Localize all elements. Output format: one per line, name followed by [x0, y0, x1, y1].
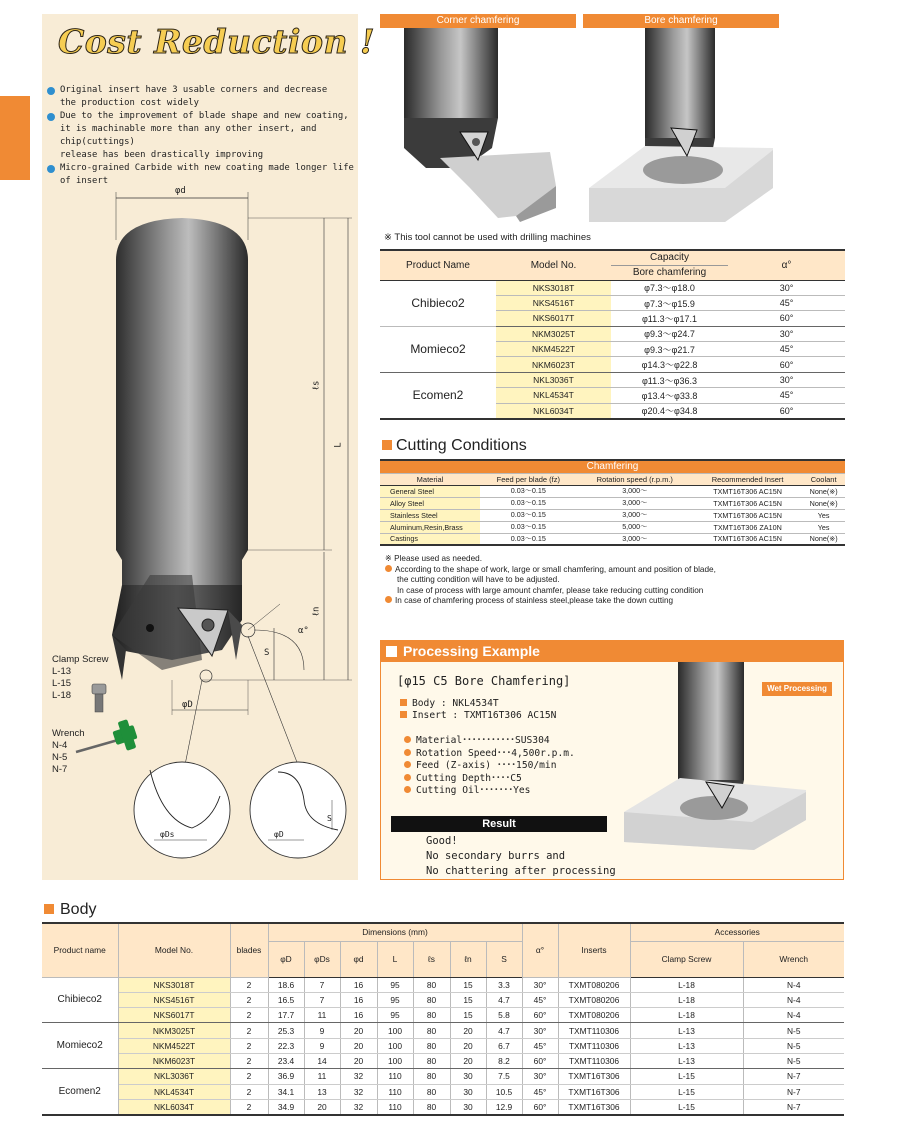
Ds-cell: 9	[304, 1023, 340, 1038]
processing-body: Body : NKL4534T	[412, 698, 499, 709]
blades-cell: 2	[230, 1053, 268, 1068]
D-cell: 25.3	[268, 1023, 304, 1038]
bullet-1: Original insert have 3 usable corners and decrease	[46, 84, 358, 97]
insert-cell: TXMT110306	[558, 1038, 630, 1053]
model-cell: NKL4534T	[118, 1084, 230, 1099]
feed-cell: 0.03～0.15	[480, 521, 577, 533]
col-D: φD	[268, 941, 304, 977]
coolant-cell: None(※)	[802, 485, 845, 497]
spec-rotation: Rotation Speed･･･4,500r.p.m.	[416, 747, 575, 759]
insert-cell: TXMT16T306 ZA10N	[693, 521, 802, 533]
Ds-cell: 9	[304, 1038, 340, 1053]
blades-cell: 2	[230, 1069, 268, 1084]
bore-chamfering-label: Bore chamfering	[583, 14, 779, 28]
chamfering-band: Chamfering	[380, 460, 845, 473]
wrench-item: N-4	[52, 740, 68, 751]
clamp-screw-cell: L-15	[630, 1099, 743, 1114]
tool-shank	[116, 218, 248, 585]
S-cell: 10.5	[486, 1084, 522, 1099]
ls-cell: 80	[413, 1084, 450, 1099]
processing-body-insert	[400, 698, 556, 723]
S-cell: 4.7	[486, 1023, 522, 1038]
wrench-cell: N-4	[743, 992, 844, 1007]
header-bore-chamfering: Bore chamfering	[611, 265, 728, 280]
clamp-screw-cell: L-13	[630, 1038, 743, 1053]
cutting-conditions-table	[380, 459, 845, 546]
spec-oil: Cutting Oil･･･････Yes	[416, 785, 531, 797]
insert-cell: TXMT080206	[558, 992, 630, 1007]
insert-cell: TXMT110306	[558, 1053, 630, 1068]
ls-cell: 80	[413, 1038, 450, 1053]
ln-cell: 20	[450, 1023, 486, 1038]
ln-cell: 20	[450, 1038, 486, 1053]
material-cell: Alloy Steel	[380, 497, 480, 509]
bore-chamfering-photo	[583, 28, 779, 222]
body-table-row	[42, 1084, 844, 1099]
alpha-cell: 60°	[728, 311, 845, 326]
clamp-screw-cell: L-18	[630, 992, 743, 1007]
wrench-cell: N-5	[743, 1038, 844, 1053]
d-cell: 16	[340, 1008, 377, 1023]
processing-photo	[622, 662, 808, 850]
S-cell: 6.7	[486, 1038, 522, 1053]
insert-cell: TXMT16T306 AC15N	[693, 509, 802, 521]
insert-cell: TXMT16T306 AC15N	[693, 497, 802, 509]
clamp-screw-title: Clamp Screw	[52, 654, 109, 665]
capacity-cell: φ7.3～φ18.0	[611, 280, 728, 295]
label-S: S	[264, 648, 270, 658]
capacity-cell: φ20.4～φ34.8	[611, 403, 728, 418]
product-group-name: Ecomen2	[42, 1069, 118, 1115]
alpha-cell: 45°	[728, 295, 845, 310]
footnote-3: In case of chamfering process of stainless steel,please take the down cutting	[385, 596, 855, 607]
label-L: L	[333, 442, 344, 448]
col-inserts: Inserts	[558, 923, 630, 977]
clamp-screw-item: L-15	[52, 678, 72, 689]
L-cell: 100	[377, 1053, 413, 1068]
ls-cell: 80	[413, 1053, 450, 1068]
L-cell: 95	[377, 977, 413, 992]
S-cell: 3.3	[486, 977, 522, 992]
rotation-cell: 3,000～	[577, 509, 693, 521]
model-cell: NKS6017T	[496, 311, 611, 326]
insert-cell: TXMT080206	[558, 1008, 630, 1023]
label-phi-D: φD	[182, 700, 193, 710]
header-product-name: Product Name	[380, 250, 496, 280]
ln-cell: 15	[450, 992, 486, 1007]
result-line: No secondary burrs and	[426, 849, 566, 862]
body-table-row	[42, 1099, 844, 1114]
intro-bullets	[46, 84, 358, 188]
detail-circle-d	[250, 762, 346, 858]
ls-cell: 80	[413, 992, 450, 1007]
L-cell: 95	[377, 992, 413, 1007]
label-ln: ℓn	[311, 606, 322, 617]
group-name: Momieco2	[380, 326, 496, 372]
clamp-screw-cell: L-18	[630, 977, 743, 992]
L-cell: 110	[377, 1099, 413, 1114]
D-cell: 36.9	[268, 1069, 304, 1084]
bullet-3: Micro-grained Carbide with new coating made longer life of insert	[46, 162, 358, 188]
clamp-screw-list	[52, 654, 109, 702]
rotation-cell: 3,000～	[577, 485, 693, 497]
model-cell: NKL3036T	[118, 1069, 230, 1084]
L-cell: 100	[377, 1023, 413, 1038]
capacity-cell: φ13.4～φ33.8	[611, 388, 728, 403]
coolant-cell: None(※)	[802, 497, 845, 509]
Ds-cell: 13	[304, 1084, 340, 1099]
material-cell: Stainless Steel	[380, 509, 480, 521]
ln-cell: 30	[450, 1099, 486, 1114]
clamp-screw-item: L-13	[52, 666, 72, 677]
col-rotation: Rotation speed (r.p.m.)	[577, 473, 693, 485]
alpha-cell: 60°	[728, 357, 845, 372]
D-cell: 17.7	[268, 1008, 304, 1023]
alpha-cell: 30°	[522, 1023, 558, 1038]
product-group-name: Chibieco2	[42, 977, 118, 1023]
ln-cell: 15	[450, 977, 486, 992]
model-cell: NKM4522T	[118, 1038, 230, 1053]
cutting-conditions-heading	[382, 437, 527, 455]
col-L: L	[377, 941, 413, 977]
label-ls: ℓs	[311, 380, 322, 391]
d-cell: 16	[340, 992, 377, 1007]
processing-insert: Insert : TXMT16T306 AC15N	[412, 710, 557, 722]
insert-cell: TXMT16T306	[558, 1084, 630, 1099]
wrench-item: N-7	[52, 764, 68, 775]
spec-depth: Cutting Depth････C5	[416, 772, 522, 784]
S-cell: 5.8	[486, 1008, 522, 1023]
group-name: Chibieco2	[380, 280, 496, 326]
d-cell: 20	[340, 1023, 377, 1038]
ls-cell: 80	[413, 1099, 450, 1114]
body-table-row	[42, 1053, 844, 1068]
label-phi-D-detail: φD	[274, 830, 284, 839]
spec-material: Material･･･････････SUS304	[416, 735, 550, 746]
ln-cell: 15	[450, 1008, 486, 1023]
label-S-detail: S	[327, 814, 332, 823]
D-cell: 22.3	[268, 1038, 304, 1053]
col-Ds: φDs	[304, 941, 340, 977]
capacity-cell: φ11.3～φ17.1	[611, 311, 728, 326]
Ds-cell: 20	[304, 1099, 340, 1114]
detail-circle-ds	[134, 762, 230, 858]
rotation-cell: 3,000～	[577, 497, 693, 509]
model-cell: NKL3036T	[496, 372, 611, 387]
alpha-cell: 45°	[522, 1084, 558, 1099]
ln-cell: 30	[450, 1084, 486, 1099]
S-cell: 7.5	[486, 1069, 522, 1084]
model-cell: NKL6034T	[496, 403, 611, 418]
material-cell: General Steel	[380, 485, 480, 497]
model-cell: NKS3018T	[118, 977, 230, 992]
body-title: Body	[60, 901, 97, 918]
wrench-cell: N-4	[743, 1008, 844, 1023]
product-group-name: Momieco2	[42, 1023, 118, 1069]
feed-cell: 0.03～0.15	[480, 533, 577, 545]
header-model-no: Model No.	[496, 250, 611, 280]
col-product-name: Product name	[42, 923, 118, 977]
d-cell: 20	[340, 1038, 377, 1053]
body-table-row	[42, 977, 844, 992]
alpha-cell: 45°	[522, 1038, 558, 1053]
capacity-cell: φ11.3～φ36.3	[611, 372, 728, 387]
col-clamp-screw: Clamp Screw	[630, 941, 743, 977]
result-text	[426, 834, 616, 878]
col-coolant: Coolant	[802, 473, 845, 485]
Ds-cell: 11	[304, 1069, 340, 1084]
side-tab	[0, 96, 30, 180]
bullet-2: Due to the improvement of blade shape and new coating,	[46, 110, 358, 123]
corner-chamfering-label: Corner chamfering	[380, 14, 576, 28]
alpha-cell: 60°	[522, 1053, 558, 1068]
col-ln: ℓn	[450, 941, 486, 977]
alpha-cell: 30°	[522, 1069, 558, 1084]
footnote-1: ※ Please used as needed.	[385, 554, 482, 563]
col-dimensions: Dimensions (mm)	[268, 923, 522, 941]
col-S: S	[486, 941, 522, 977]
footnote-2b: the cutting condition will have to be adjusted.	[397, 575, 560, 584]
wrench-cell: N-7	[743, 1099, 844, 1114]
Ds-cell: 11	[304, 1008, 340, 1023]
model-cell: NKM3025T	[118, 1023, 230, 1038]
ls-cell: 80	[413, 1069, 450, 1084]
insert-cell: TXMT110306	[558, 1023, 630, 1038]
clamp-screw-cell: L-18	[630, 1008, 743, 1023]
body-table	[42, 922, 844, 1116]
capacity-table	[380, 249, 845, 420]
wrench-title: Wrench	[52, 728, 85, 739]
alpha-cell: 45°	[728, 342, 845, 357]
wet-processing-badge: Wet Processing	[762, 682, 832, 696]
footnote-2: According to the shape of work, large or small chamfering, amount and position of blade,	[385, 565, 855, 576]
ls-cell: 80	[413, 1008, 450, 1023]
body-table-rows	[42, 977, 844, 1115]
col-alpha: α°	[522, 923, 558, 977]
ln-cell: 30	[450, 1069, 486, 1084]
D-cell: 34.1	[268, 1084, 304, 1099]
rotation-cell: 3,000～	[577, 533, 693, 545]
material-cell: Aluminum,Resin,Brass	[380, 521, 480, 533]
result-line: No chattering after processing	[426, 864, 616, 877]
blades-cell: 2	[230, 992, 268, 1007]
wrench-cell: N-5	[743, 1023, 844, 1038]
d-cell: 32	[340, 1069, 377, 1084]
ls-cell: 80	[413, 1023, 450, 1038]
col-model-no: Model No.	[118, 923, 230, 977]
coolant-cell: Yes	[802, 509, 845, 521]
clamp-screw-item: L-18	[52, 690, 72, 701]
processing-subtitle: [φ15 C5 Bore Chamfering]	[397, 674, 571, 688]
blades-cell: 2	[230, 977, 268, 992]
insert-cell: TXMT16T306 AC15N	[693, 485, 802, 497]
body-table-row	[42, 992, 844, 1007]
label-phi-d: φd	[175, 186, 186, 196]
model-cell: NKL6034T	[118, 1099, 230, 1114]
drill-note: ※ This tool cannot be used with drilling machines	[384, 232, 591, 243]
L-cell: 110	[377, 1069, 413, 1084]
model-cell: NKS4516T	[118, 992, 230, 1007]
model-cell: NKM3025T	[496, 326, 611, 341]
capacity-cell: φ9.3～φ21.7	[611, 342, 728, 357]
col-insert: Recommended Insert	[693, 473, 802, 485]
d-cell: 20	[340, 1053, 377, 1068]
footnote-2c: In case of process with large amount chamfer, please take reducing cutting condition	[397, 585, 704, 595]
coolant-cell: Yes	[802, 521, 845, 533]
group-name: Ecomen2	[380, 372, 496, 418]
material-cell: Castings	[380, 533, 480, 545]
alpha-cell: 30°	[728, 372, 845, 387]
blades-cell: 2	[230, 1008, 268, 1023]
wrench-item: N-5	[52, 752, 68, 763]
capacity-cell: φ9.3～φ24.7	[611, 326, 728, 341]
wrench-cell: N-7	[743, 1084, 844, 1099]
blades-cell: 2	[230, 1023, 268, 1038]
Ds-cell: 7	[304, 992, 340, 1007]
col-accessories: Accessories	[630, 923, 844, 941]
alpha-cell: 30°	[522, 977, 558, 992]
tool-drawing	[42, 180, 358, 880]
D-cell: 34.9	[268, 1099, 304, 1114]
L-cell: 100	[377, 1038, 413, 1053]
Ds-cell: 7	[304, 977, 340, 992]
bullet-2c: release has been drastically improving	[60, 150, 264, 160]
blades-cell: 2	[230, 1084, 268, 1099]
coolant-cell: None(※)	[802, 533, 845, 545]
feed-cell: 0.03～0.15	[480, 485, 577, 497]
corner-chamfering-photo	[380, 28, 576, 222]
d-cell: 32	[340, 1099, 377, 1114]
wrench-cell: N-5	[743, 1053, 844, 1068]
col-material: Material	[380, 473, 480, 485]
insert-cell: TXMT16T306	[558, 1099, 630, 1114]
blades-cell: 2	[230, 1099, 268, 1114]
ln-cell: 20	[450, 1053, 486, 1068]
col-blades: blades	[230, 923, 268, 977]
clamp-screw-cell: L-15	[630, 1069, 743, 1084]
model-cell: NKM6023T	[496, 357, 611, 372]
insert-cell: TXMT080206	[558, 977, 630, 992]
capacity-cell: φ7.3～φ15.9	[611, 295, 728, 310]
d-cell: 32	[340, 1084, 377, 1099]
model-cell: NKS6017T	[118, 1008, 230, 1023]
spec-feed: Feed (Z-axis) ････150/min	[416, 760, 557, 772]
alpha-cell: 60°	[522, 1099, 558, 1114]
result-line: Good!	[426, 835, 458, 847]
cost-reduction-title: Cost Reduction !	[58, 22, 375, 61]
D-cell: 18.6	[268, 977, 304, 992]
model-cell: NKL4534T	[496, 388, 611, 403]
wrench-cell: N-7	[743, 1069, 844, 1084]
body-table-row	[42, 1069, 844, 1084]
feed-cell: 0.03～0.15	[480, 509, 577, 521]
ls-cell: 80	[413, 977, 450, 992]
bullet-2b: it is machinable more than any other insert, and chip(cuttings)	[60, 124, 317, 147]
insert-cell: TXMT16T306	[558, 1069, 630, 1084]
clamp-screw-cell: L-13	[630, 1053, 743, 1068]
model-cell: NKM6023T	[118, 1053, 230, 1068]
cutting-footnotes	[385, 554, 855, 607]
S-cell: 8.2	[486, 1053, 522, 1068]
clamp-screw-cell: L-13	[630, 1023, 743, 1038]
alpha-cell: 60°	[522, 1008, 558, 1023]
processing-specs	[404, 735, 575, 798]
col-wrench: Wrench	[743, 941, 844, 977]
body-table-row	[42, 1008, 844, 1023]
col-d: φd	[340, 941, 377, 977]
model-cell: NKS4516T	[496, 295, 611, 310]
processing-example-title: Processing Example	[403, 643, 540, 659]
S-cell: 12.9	[486, 1099, 522, 1114]
feed-cell: 0.03～0.15	[480, 497, 577, 509]
alpha-cell: 30°	[728, 326, 845, 341]
header-alpha: α°	[728, 250, 845, 280]
L-cell: 110	[377, 1084, 413, 1099]
col-feed: Feed per blade (fz)	[480, 473, 577, 485]
body-table-row	[42, 1023, 844, 1038]
L-cell: 95	[377, 1008, 413, 1023]
col-ls: ℓs	[413, 941, 450, 977]
result-label: Result	[391, 816, 607, 832]
insert-cell: TXMT16T306 AC15N	[693, 533, 802, 545]
alpha-cell: 45°	[728, 388, 845, 403]
header-capacity: Capacity	[611, 250, 728, 265]
D-cell: 16.5	[268, 992, 304, 1007]
S-cell: 4.7	[486, 992, 522, 1007]
rotation-cell: 5,000～	[577, 521, 693, 533]
d-cell: 16	[340, 977, 377, 992]
clamp-screw-cell: L-15	[630, 1084, 743, 1099]
capacity-cell: φ14.3～φ22.8	[611, 357, 728, 372]
alpha-cell: 30°	[728, 280, 845, 295]
wrench-cell: N-4	[743, 977, 844, 992]
body-heading	[44, 901, 96, 919]
alpha-cell: 60°	[728, 403, 845, 418]
processing-example-header	[380, 640, 844, 662]
Ds-cell: 14	[304, 1053, 340, 1068]
alpha-cell: 45°	[522, 992, 558, 1007]
body-table-row	[42, 1038, 844, 1053]
blades-cell: 2	[230, 1038, 268, 1053]
label-phi-Ds: φDs	[160, 830, 175, 839]
label-alpha: α°	[298, 626, 309, 636]
cutting-conditions-title: Cutting Conditions	[396, 437, 527, 454]
D-cell: 23.4	[268, 1053, 304, 1068]
wrench-list	[52, 728, 85, 776]
model-cell: NKS3018T	[496, 280, 611, 295]
model-cell: NKM4522T	[496, 342, 611, 357]
bullet-1b: the production cost widely	[60, 98, 199, 108]
